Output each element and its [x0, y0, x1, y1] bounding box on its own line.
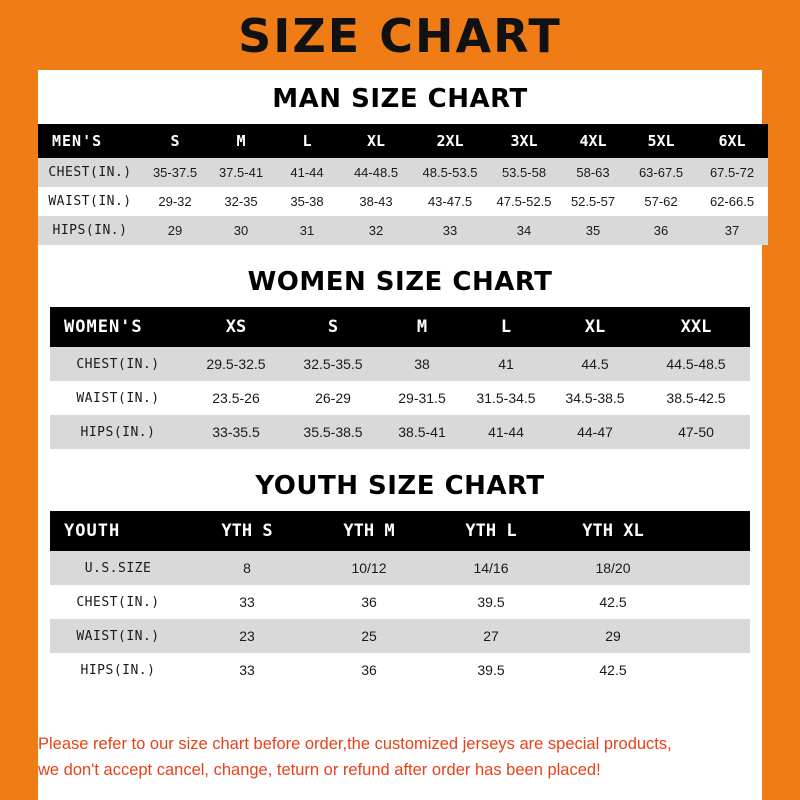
table-cell: 44-48.5: [340, 158, 412, 187]
footer-line-2: we don't accept cancel, change, teturn or refund after order has been placed!: [38, 760, 601, 779]
table-cell: 39.5: [430, 585, 552, 619]
row-label: WAIST(IN.): [38, 187, 142, 216]
women-size-table: [50, 307, 750, 449]
left-orange-border: [0, 0, 38, 800]
table-cell: 67.5-72: [696, 158, 768, 187]
table-cell: 38: [380, 347, 464, 381]
man-header-cell: 5XL: [647, 132, 675, 150]
table-row: [38, 158, 768, 187]
table-cell: 38-43: [340, 187, 412, 216]
table-cell: 29-31.5: [380, 381, 464, 415]
women-header-cell: S: [327, 317, 339, 337]
table-cell: 37: [696, 216, 768, 245]
row-label: HIPS(IN.): [50, 415, 186, 449]
table-cell: 35.5-38.5: [286, 415, 380, 449]
table-row: [50, 619, 750, 653]
row-label: HIPS(IN.): [50, 653, 186, 687]
table-cell: 38.5-41: [380, 415, 464, 449]
women-header-cell: M: [416, 317, 428, 337]
row-label: WAIST(IN.): [50, 619, 186, 653]
table-cell: 44-47: [548, 415, 642, 449]
table-cell: [674, 551, 750, 585]
women-header-cell: WOMEN'S: [64, 317, 143, 337]
table-cell: 47-50: [642, 415, 750, 449]
table-cell: 23.5-26: [186, 381, 286, 415]
table-cell: 38.5-42.5: [642, 381, 750, 415]
table-cell: 53.5-58: [488, 158, 560, 187]
page-title: SIZE CHART: [238, 9, 562, 63]
table-row: [38, 216, 768, 245]
table-cell: [674, 653, 750, 687]
table-cell: 43-47.5: [412, 187, 488, 216]
man-size-table: [38, 124, 768, 245]
table-cell: 62-66.5: [696, 187, 768, 216]
table-cell: 10/12: [308, 551, 430, 585]
women-table-header-row: [50, 307, 750, 347]
table-cell: 35-38: [274, 187, 340, 216]
youth-header-cell: YTH M: [343, 521, 395, 541]
row-label: WAIST(IN.): [50, 381, 186, 415]
table-cell: 29: [142, 216, 208, 245]
table-cell: 29: [552, 619, 674, 653]
table-row: [50, 381, 750, 415]
table-cell: [674, 619, 750, 653]
table-cell: 34: [488, 216, 560, 245]
row-label: CHEST(IN.): [38, 158, 142, 187]
table-cell: 33: [412, 216, 488, 245]
table-row: [50, 585, 750, 619]
table-cell: 27: [430, 619, 552, 653]
table-cell: 37.5-41: [208, 158, 274, 187]
footer-disclaimer: [38, 730, 762, 800]
table-cell: 32-35: [208, 187, 274, 216]
youth-header-cell: [674, 511, 750, 551]
table-cell: 35: [560, 216, 626, 245]
table-cell: 32.5-35.5: [286, 347, 380, 381]
table-cell: 31: [274, 216, 340, 245]
youth-header-cell: YTH XL: [582, 521, 644, 541]
table-cell: 29-32: [142, 187, 208, 216]
table-cell: 36: [308, 585, 430, 619]
man-header-cell: MEN'S: [52, 132, 103, 150]
table-cell: 44.5-48.5: [642, 347, 750, 381]
table-cell: 35-37.5: [142, 158, 208, 187]
table-cell: 23: [186, 619, 308, 653]
man-header-cell: L: [302, 132, 312, 150]
table-row: [50, 551, 750, 585]
table-row: [50, 415, 750, 449]
youth-table-header-row: [50, 511, 750, 551]
youth-section-title: YOUTH SIZE CHART: [255, 471, 545, 501]
content-area: [38, 70, 762, 730]
table-cell: 33: [186, 653, 308, 687]
women-header-cell: XS: [225, 317, 247, 337]
table-cell: 41: [464, 347, 548, 381]
man-header-cell: 3XL: [510, 132, 538, 150]
footer-line-1: Please refer to our size chart before order,the customized jerseys are special products,: [38, 735, 672, 753]
man-header-cell: 4XL: [579, 132, 607, 150]
table-cell: 63-67.5: [626, 158, 696, 187]
women-section-title: WOMEN SIZE CHART: [247, 267, 553, 297]
table-row: [38, 187, 768, 216]
table-cell: 41-44: [274, 158, 340, 187]
youth-header-cell: YOUTH: [64, 521, 121, 541]
table-cell: 25: [308, 619, 430, 653]
table-cell: 33-35.5: [186, 415, 286, 449]
table-row: [50, 347, 750, 381]
man-header-cell: 2XL: [436, 132, 464, 150]
youth-size-table: [50, 511, 750, 687]
women-header-cell: XL: [584, 317, 606, 337]
table-cell: 44.5: [548, 347, 642, 381]
row-label: CHEST(IN.): [50, 347, 186, 381]
table-cell: 47.5-52.5: [488, 187, 560, 216]
table-row: [50, 653, 750, 687]
man-header-cell: XL: [366, 132, 386, 150]
table-cell: 34.5-38.5: [548, 381, 642, 415]
youth-header-cell: YTH L: [465, 521, 517, 541]
row-label: CHEST(IN.): [50, 585, 186, 619]
table-cell: 48.5-53.5: [412, 158, 488, 187]
row-label: U.S.SIZE: [50, 551, 186, 585]
table-cell: [674, 585, 750, 619]
man-header-cell: M: [236, 132, 246, 150]
table-cell: 29.5-32.5: [186, 347, 286, 381]
man-header-cell: 6XL: [718, 132, 746, 150]
women-header-cell: XXL: [680, 317, 712, 337]
table-cell: 57-62: [626, 187, 696, 216]
table-cell: 30: [208, 216, 274, 245]
women-header-cell: L: [500, 317, 512, 337]
table-cell: 42.5: [552, 653, 674, 687]
man-table-header-row: [38, 124, 768, 158]
table-cell: 18/20: [552, 551, 674, 585]
man-header-cell: S: [170, 132, 180, 150]
table-cell: 8: [186, 551, 308, 585]
youth-header-cell: YTH S: [221, 521, 273, 541]
table-cell: 36: [308, 653, 430, 687]
table-cell: 39.5: [430, 653, 552, 687]
table-cell: 42.5: [552, 585, 674, 619]
table-cell: 31.5-34.5: [464, 381, 548, 415]
table-cell: 26-29: [286, 381, 380, 415]
row-label: HIPS(IN.): [38, 216, 142, 245]
table-cell: 14/16: [430, 551, 552, 585]
table-cell: 33: [186, 585, 308, 619]
table-cell: 41-44: [464, 415, 548, 449]
man-section-title: MAN SIZE CHART: [272, 84, 528, 114]
table-cell: 52.5-57: [560, 187, 626, 216]
right-orange-border: [762, 0, 800, 800]
table-cell: 36: [626, 216, 696, 245]
header-banner: [0, 0, 800, 70]
table-cell: 58-63: [560, 158, 626, 187]
table-cell: 32: [340, 216, 412, 245]
